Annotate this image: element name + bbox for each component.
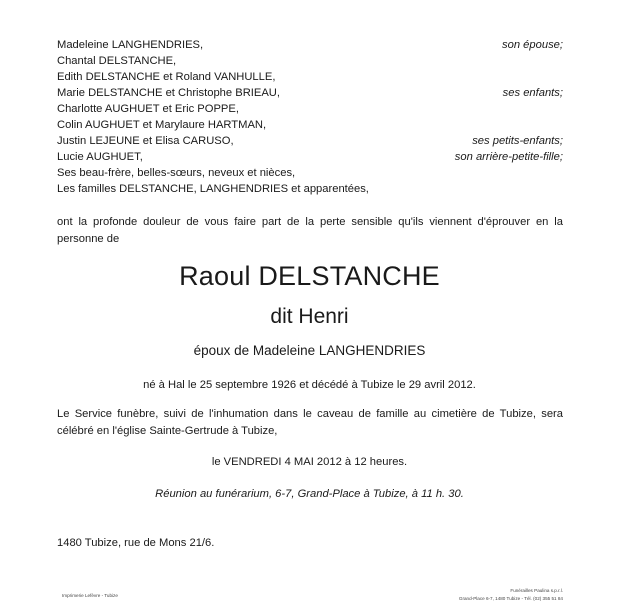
family-member-name: Ses beau-frère, belles-sœurs, neveux et nièces, bbox=[57, 167, 296, 179]
family-member-name: Justin LEJEUNE et Elisa CARUSO, bbox=[57, 135, 234, 147]
family-member-role: son arrière-petite-fille; bbox=[454, 151, 563, 163]
announcement-text: ont la profonde douleur de vous faire part de la perte sensible qu'ils viennent d'éprouver en la personne de bbox=[57, 216, 563, 245]
family-member-name: Madeleine LANGHENDRIES, bbox=[57, 39, 204, 51]
family-member-name: Charlotte AUGHUET et Eric POPPE, bbox=[57, 103, 239, 115]
family-member-role: son épouse; bbox=[502, 39, 563, 51]
service-date: le VENDREDI 4 MAI 2012 à 12 heures. bbox=[211, 456, 408, 468]
family-member-name: Lucie AUGHUET, bbox=[57, 151, 143, 163]
deceased-name: Raoul DELSTANCHE bbox=[179, 261, 440, 291]
deceased-dates: né à Hal le 25 septembre 1926 et décédé à Tubize le 29 avril 2012. bbox=[143, 379, 476, 391]
service-text: Le Service funèbre, suivi de l'inhumation dans le caveau de famille au cimetière de Tubize, sera célébré en l'église Sainte-Gertrude à Tubize, bbox=[57, 408, 563, 437]
family-member-name: Marie DELSTANCHE et Christophe BRIEAU, bbox=[57, 87, 280, 99]
funeral-home-name: Funérailles Paulina s.p.r.l. bbox=[510, 588, 563, 593]
family-member-role: ses petits-enfants; bbox=[472, 135, 563, 147]
family-member-name: Chantal DELSTANCHE, bbox=[57, 55, 177, 67]
family-member-name: Edith DELSTANCHE et Roland VANHULLE, bbox=[57, 71, 276, 83]
home-address: 1480 Tubize, rue de Mons 21/6. bbox=[57, 537, 215, 549]
deceased-nickname: dit Henri bbox=[270, 305, 349, 328]
family-member-name: Les familles DELSTANCHE, LANGHENDRIES et apparentées, bbox=[57, 183, 369, 195]
funeral-home-address: Grand-Place 6-7, 1480 Tubize - Tél. (02) 355 51 84 bbox=[458, 596, 563, 601]
deceased-spouse: époux de Madeleine LANGHENDRIES bbox=[193, 343, 426, 358]
reunion-text: Réunion au funérarium, 6-7, Grand-Place à Tubize, à 11 h. 30. bbox=[155, 488, 464, 500]
printer-credit: Imprimerie Lefèvre - Tubize bbox=[62, 593, 118, 598]
family-member-name: Colin AUGHUET et Marylaure HARTMAN, bbox=[57, 119, 267, 131]
family-member-role: ses enfants; bbox=[502, 87, 563, 99]
